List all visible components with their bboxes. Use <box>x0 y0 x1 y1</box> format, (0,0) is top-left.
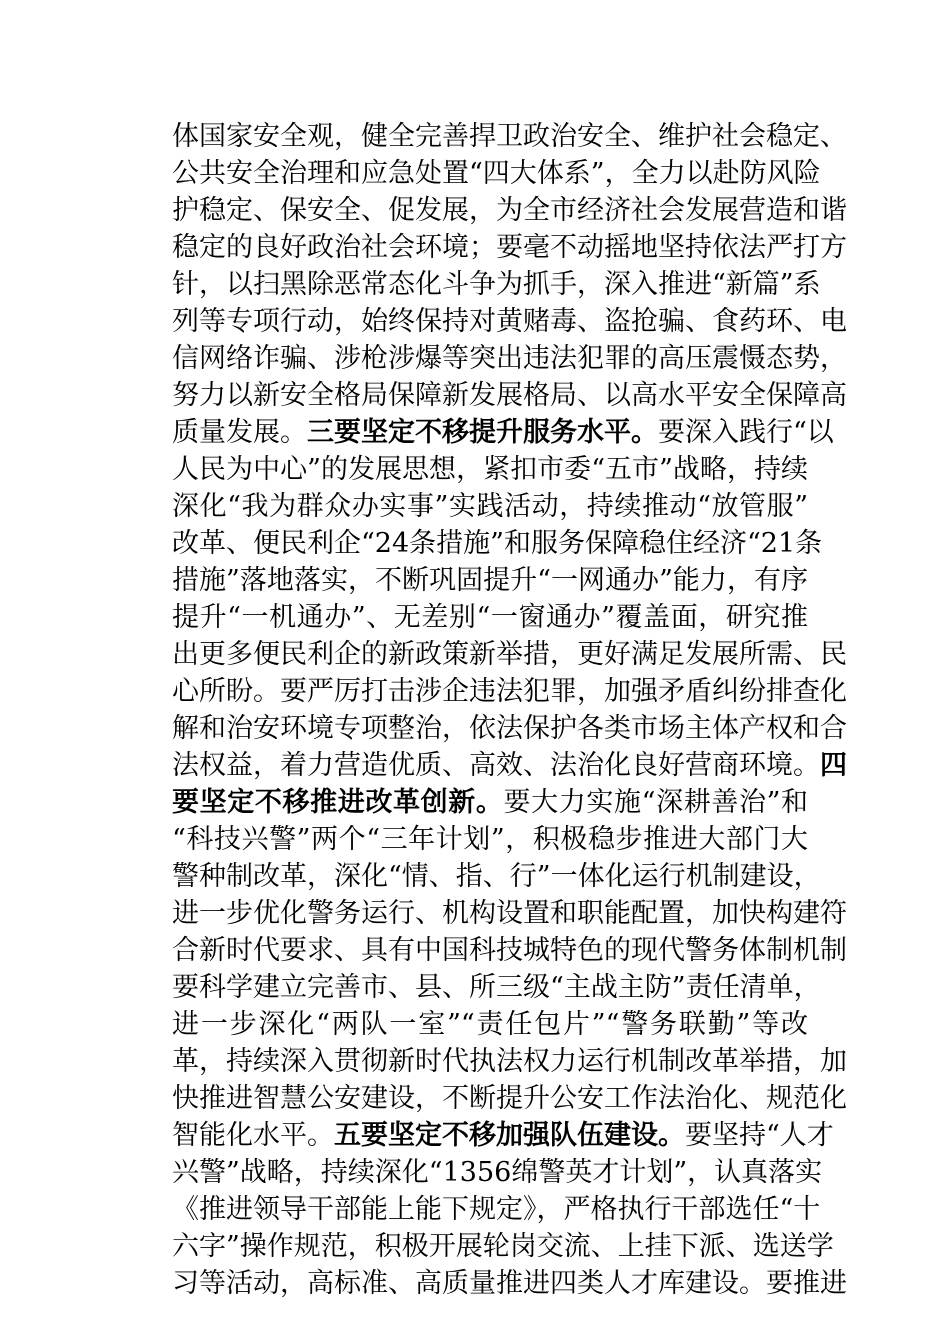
text-line: 体国家安全观，健全完善捍卫政治安全、维护社会稳定、 <box>172 121 847 152</box>
text-line: 针，以扫黑除恶常态化斗争为抓手，深入推进“新篇”系 <box>172 269 821 300</box>
section-heading: 三要坚定不移提升服务水平。 <box>307 417 658 448</box>
text-line: 六字”操作规范，积极开展轮岗交流、上挂下派、选送学 <box>172 1231 834 1262</box>
text-line: 努力以新安全格局保障新发展格局、以高水平安全保障高 <box>172 380 847 411</box>
text-line: 警种制改革，深化“情、指、行”一体化运行机制建设， <box>172 861 821 892</box>
text-line: 心所盼。要严厉打击涉企违法犯罪，加强矛盾纠纷排查化 <box>172 676 847 707</box>
text-segment: 法权益，着力营造优质、高效、法治化良好营商环境。 <box>172 750 820 781</box>
text-line: 改革、便民利企“24条措施”和服务保障稳住经济“21条 <box>172 528 823 559</box>
section-heading: 五要坚定不移加强队伍建设。 <box>334 1120 685 1151</box>
text-segment: 要深入践行“以 <box>658 417 834 448</box>
text-line: 快推进智慧公安建设，不断提升公安工作法治化、规范化 <box>172 1083 847 1114</box>
text-line: 公共安全治理和应急处置“四大体系”，全力以赴防风险 <box>172 158 821 189</box>
text-line: 护稳定、保安全、促发展，为全市经济社会发展营造和谐 <box>172 195 847 226</box>
text-line: 合新时代要求、具有中国科技城特色的现代警务体制机制 <box>172 935 847 966</box>
text-line: 要科学建立完善市、县、所三级“主战主防”责任清单， <box>172 972 821 1003</box>
text-line <box>172 747 847 784</box>
text-line: 进一步深化“两队一室”“责任包片”“警务联勤”等改 <box>172 1009 808 1040</box>
text-line: 提升“一机通办”、无差别“一窗通办”覆盖面，研究推 <box>172 602 808 633</box>
text-line: 深化“我为群众办实事”实践活动，持续推动“放管服” <box>172 491 808 522</box>
text-line <box>172 784 808 821</box>
text-line: 革，持续深入贯彻新时代执法权力运行机制改革举措，加 <box>172 1046 847 1077</box>
text-line: 人民为中心”的发展思想，紧扣市委“五市”战略，持续 <box>172 454 808 485</box>
text-line: 兴警”战略，持续深化“1356绵警英才计划”，认真落实 <box>172 1157 823 1188</box>
text-segment: 要大力实施“深耕善治”和 <box>503 787 809 818</box>
text-segment: 智能化水平。 <box>172 1120 334 1151</box>
text-line: 出更多便民利企的新政策新举措，更好满足发展所需、民 <box>172 639 847 670</box>
text-line: 信网络诈骗、涉枪涉爆等突出违法犯罪的高压震慑态势， <box>172 343 847 374</box>
section-heading: 要坚定不移推进改革创新。 <box>172 787 504 818</box>
text-segment: 质量发展。 <box>172 417 307 448</box>
text-line: 《推进领导干部能上能下规定》，严格执行干部选任“十 <box>172 1194 821 1225</box>
text-line: “科技兴警”两个“三年计划”，积极稳步推进大部门大 <box>172 824 808 855</box>
body-text <box>172 118 847 1302</box>
text-segment: 要坚持“人才 <box>685 1120 834 1151</box>
text-line: 进一步优化警务运行、机构设置和职能配置，加快构建符 <box>172 898 847 929</box>
text-line: 稳定的良好政治社会环境；要毫不动摇地坚持依法严打方 <box>172 232 847 263</box>
text-line: 措施”落地落实，不断巩固提升“一网通办”能力，有序 <box>172 565 808 596</box>
section-heading: 四 <box>820 750 847 781</box>
text-line <box>172 1117 834 1154</box>
text-line: 习等活动，高标准、高质量推进四类人才库建设。要推进 <box>172 1268 847 1299</box>
text-line: 列等专项行动，始终保持对黄赌毒、盗抢骗、食药环、电 <box>172 306 847 337</box>
text-line <box>172 414 834 451</box>
text-line: 解和治安环境专项整治，依法保护各类市场主体产权和合 <box>172 713 847 744</box>
